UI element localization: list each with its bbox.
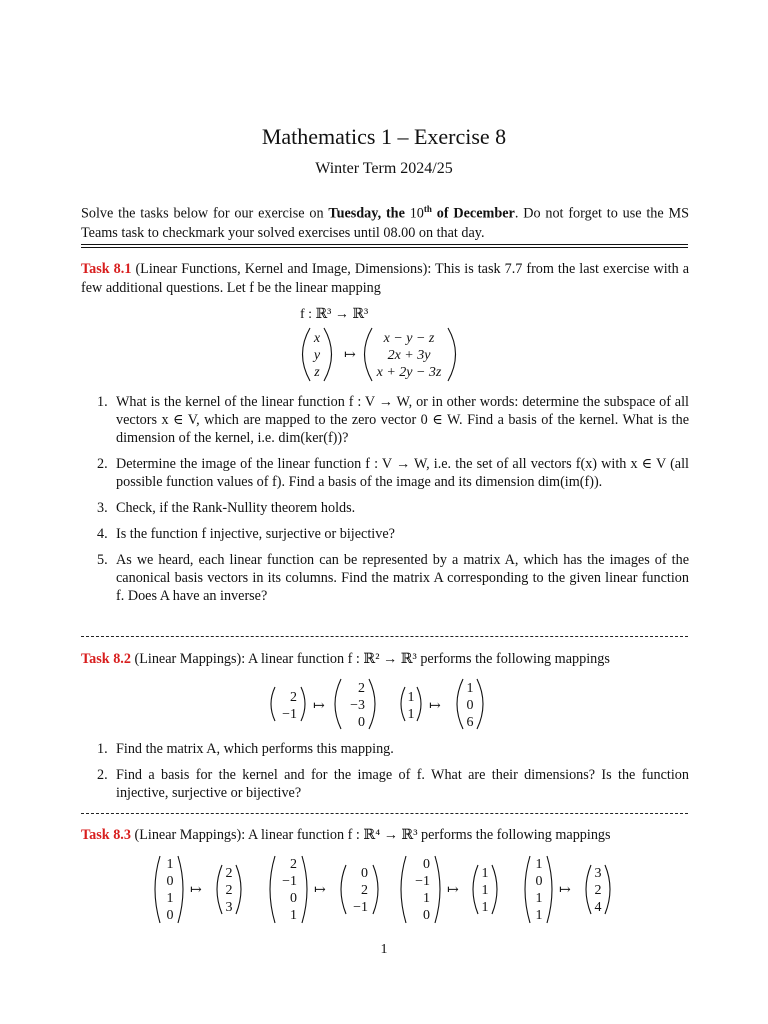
- intro-paragraph: Solve the tasks below for our exercise on Tuesday, the 10th of December. Do not forget to use the MS Teams task to checkmark your solved exercises until 08.00 on that day.: [81, 204, 690, 241]
- svg-text:x: x: [313, 331, 321, 346]
- svg-text:2: 2: [290, 690, 297, 705]
- svg-text:0: 0: [423, 908, 430, 923]
- svg-text:↦: ↦: [314, 883, 326, 898]
- svg-text:1: 1: [535, 908, 543, 923]
- list-item: 2. Determine the image of the linear function f : V → W, i.e. the set of all vectors f(x) with x ∈ V (all possible function values of f). Find a basis of the image and its dimension dim(im(f)).: [97, 456, 689, 490]
- svg-text:↦: ↦: [447, 883, 459, 898]
- list-item: 2. Find a basis for the kernel and for the image of f. What are their dimensions? Is the function injective, surjective or bijective?: [97, 767, 689, 801]
- task-separator: [81, 813, 688, 814]
- list-item: 1. What is the kernel of the linear function f : V → W, or in other words: determine the subspace of all vectors x ∈ V, which are mapped to the zero vector 0 ∈ W. Find a basis of the kernel. What is the dimension of the kernel, i.e. dim(ker(f))?: [97, 394, 689, 446]
- task-8-2-questions: [81, 740, 689, 810]
- svg-text:↦: ↦: [313, 699, 325, 714]
- svg-text:0: 0: [466, 698, 474, 713]
- svg-text:1: 1: [166, 857, 174, 872]
- svg-text:1: 1: [466, 681, 474, 696]
- svg-text:−1: −1: [353, 900, 368, 915]
- list-item: 5. As we heard, each linear function can be represented by a matrix A, which has the images of the canonical basis vectors in its columns. Find the matrix A corresponding to the given linear function f. Does A have an inverse?: [97, 552, 689, 604]
- task-label: Task 8.3: [81, 827, 131, 843]
- page-number: 1: [380, 942, 388, 957]
- svg-text:2: 2: [358, 681, 365, 696]
- svg-text:0: 0: [358, 715, 365, 730]
- svg-text:2: 2: [225, 866, 233, 881]
- svg-text:1: 1: [481, 900, 489, 915]
- task-8-1-questions: [81, 393, 689, 613]
- svg-text:1: 1: [407, 690, 415, 705]
- svg-text:x + 2y − 3z: x + 2y − 3z: [376, 365, 442, 380]
- svg-text:↦: ↦: [429, 699, 441, 714]
- list-item: 3. Check, if the Rank-Nullity theorem holds.: [97, 500, 356, 516]
- page-subtitle: Winter Term 2024/25: [315, 160, 453, 177]
- svg-text:4: 4: [594, 900, 602, 915]
- svg-text:0: 0: [290, 891, 297, 906]
- task-8-2-intro: Task 8.2 (Linear Mappings): A linear function f : ℝ² → ℝ³ performs the following mappings: [81, 651, 610, 667]
- double-rule-bottom: [81, 247, 688, 248]
- svg-text:2: 2: [361, 883, 368, 898]
- svg-text:x − y − z: x − y − z: [383, 331, 435, 346]
- svg-text:↦: ↦: [559, 883, 571, 898]
- task-8-1-mapping: [290, 300, 470, 386]
- svg-text:6: 6: [466, 715, 474, 730]
- task-label: Task 8.1: [81, 261, 132, 277]
- svg-text:−1: −1: [282, 707, 297, 722]
- svg-text:1: 1: [535, 891, 543, 906]
- task-8-3-intro: Task 8.3 (Linear Mappings): A linear function f : ℝ⁴ → ℝ³ performs the following mappings: [81, 827, 611, 843]
- task-separator: [81, 636, 688, 637]
- svg-text:0: 0: [166, 874, 174, 889]
- mapsto-symbol: ↦: [344, 348, 356, 363]
- svg-text:2: 2: [290, 857, 297, 872]
- svg-text:1: 1: [290, 908, 297, 923]
- task-8-2-mappings: [265, 676, 505, 734]
- page-title: Mathematics 1 – Exercise 8: [261, 124, 507, 149]
- svg-text:0: 0: [535, 874, 543, 889]
- svg-text:2x + 3y: 2x + 3y: [387, 348, 431, 363]
- task-8-1-intro: Task 8.1 (Linear Functions, Kernel and Image, Dimensions): This is task 7.7 from the last exercise with a few additional questions. Let f be the linear mapping: [81, 261, 689, 296]
- svg-text:3: 3: [225, 900, 233, 915]
- svg-text:y: y: [313, 348, 321, 363]
- svg-text:1: 1: [481, 883, 489, 898]
- svg-text:−1: −1: [282, 874, 297, 889]
- task-8-3-mappings: [150, 853, 620, 927]
- svg-text:3: 3: [594, 866, 602, 881]
- list-item: 1. Find the matrix A, which performs this mapping.: [97, 741, 394, 757]
- svg-text:0: 0: [361, 866, 368, 881]
- svg-text:1: 1: [407, 707, 415, 722]
- svg-text:2: 2: [225, 883, 233, 898]
- svg-text:0: 0: [166, 908, 174, 923]
- svg-text:−1: −1: [415, 874, 430, 889]
- svg-text:1: 1: [166, 891, 174, 906]
- list-item: 4. Is the function f injective, surjective or bijective?: [97, 526, 395, 542]
- svg-text:1: 1: [535, 857, 543, 872]
- mapping-head: f : ℝ³ → ℝ³: [300, 307, 369, 322]
- svg-text:z: z: [314, 365, 320, 380]
- svg-text:2: 2: [594, 883, 602, 898]
- svg-text:0: 0: [423, 857, 430, 872]
- svg-text:1: 1: [423, 891, 430, 906]
- svg-text:−3: −3: [350, 698, 365, 713]
- svg-text:↦: ↦: [190, 883, 202, 898]
- double-rule-top: [81, 244, 688, 245]
- task-label: Task 8.2: [81, 651, 131, 667]
- svg-text:1: 1: [481, 866, 489, 881]
